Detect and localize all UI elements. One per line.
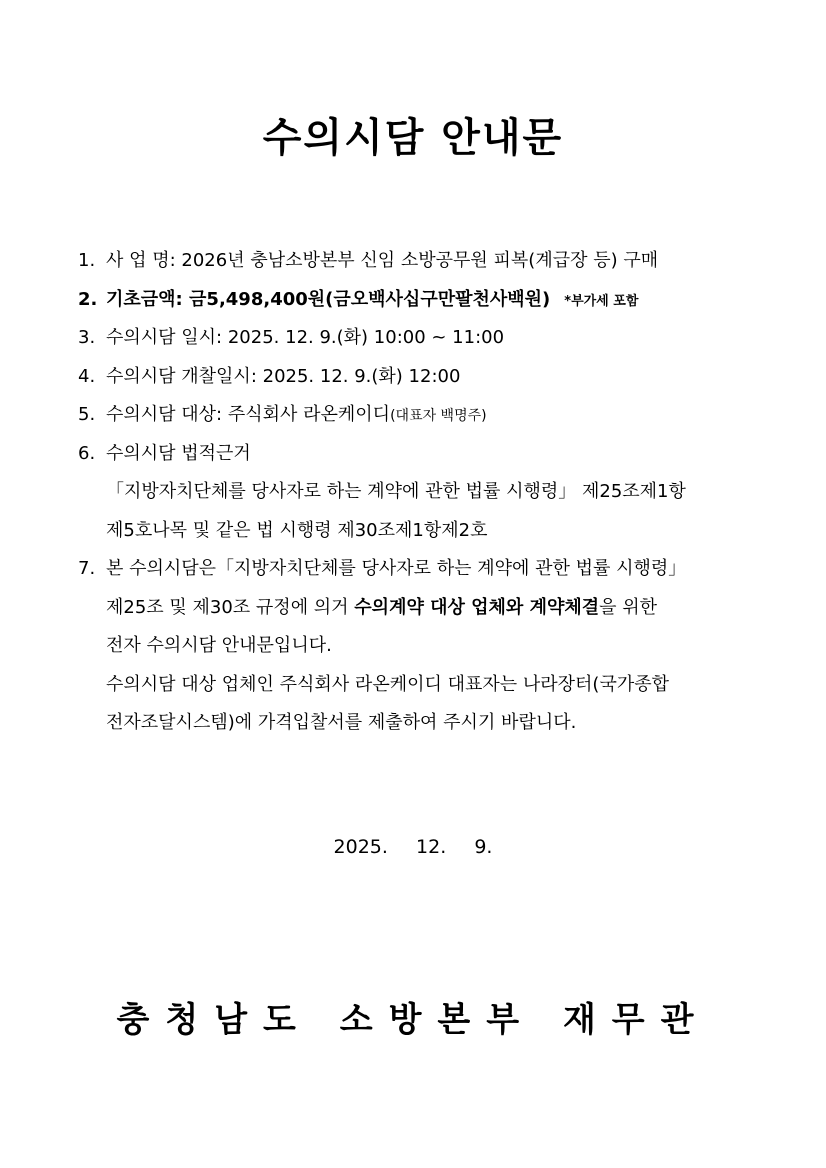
item-number: 5. [78, 404, 96, 425]
document-title: 수의시담 안내문 [262, 115, 564, 161]
item-number: 1. [78, 250, 96, 271]
item-3 [78, 323, 748, 362]
item-6-line-1: 「지방자치단체를 당사자로 하는 계약에 관한 법률 시행령」 제25조제1항 [106, 481, 686, 502]
item-7 [78, 554, 748, 593]
item-6 [78, 439, 748, 478]
item-label: 수의시담 법적근거 [106, 442, 251, 464]
vat-note: *부가세 포함 [564, 293, 639, 309]
item-value: 2025. 12. 9.(화) 10:00 ~ 11:00 [227, 327, 505, 348]
item-7-line-2 [78, 593, 748, 632]
item-value: 2026년 충남소방본부 신임 소방공무원 피복(계급장 등) 구매 [181, 250, 659, 271]
item-7-line-4: 수의시담 대상 업체인 주식회사 라온케이디 대표자는 나라장터(국가종합 [106, 673, 669, 695]
item-number: 2. [78, 288, 98, 310]
item-label: 사 업 명: [106, 250, 176, 271]
item-7-line-5: 전자조달시스템)에 가격입찰서를 제출하여 주시기 바랍니다. [106, 712, 577, 733]
item-1 [78, 246, 748, 285]
representative-note: (대표자 백명주) [390, 408, 487, 424]
item-7-line-1: 본 수의시담은「지방자치단체를 당사자로 하는 계약에 관한 법률 시행령」 [106, 558, 687, 579]
item-4 [78, 362, 748, 401]
item-label: 기초금액: [106, 288, 183, 310]
item-6-line-2: 제5호나목 및 같은 법 시행령 제30조제1항제2호 [106, 519, 488, 541]
item-2 [78, 285, 748, 324]
item-value: 주식회사 라온케이디 [227, 404, 391, 425]
item-value: 2025. 12. 9.(화) 12:00 [262, 365, 461, 387]
item-list [78, 246, 748, 747]
issuer-signature: 충청남도 소방본부 재무관 [116, 1000, 710, 1040]
item-7-line-3: 전자 수의시담 안내문입니다. [106, 635, 332, 656]
emphasized-text: 수의계약 대상 업체와 계약체결 [354, 596, 600, 618]
item-label: 수의시담 개찰일시: [106, 365, 257, 387]
text-segment: 을 위한 [599, 596, 658, 618]
item-number: 3. [78, 327, 96, 348]
item-value: 금5,498,400원(금오백사십구만팔천사백원) [189, 288, 551, 310]
text-segment: 제25조 및 제30조 규정에 의거 [106, 596, 355, 618]
item-number: 6. [78, 442, 96, 464]
item-label: 수의시담 대상: [106, 404, 223, 425]
item-label: 수의시담 일시: [106, 327, 223, 348]
item-5 [78, 400, 748, 439]
document-date: 2025. 12. 9. [333, 836, 493, 858]
item-number: 7. [78, 558, 96, 579]
item-number: 4. [78, 365, 96, 387]
